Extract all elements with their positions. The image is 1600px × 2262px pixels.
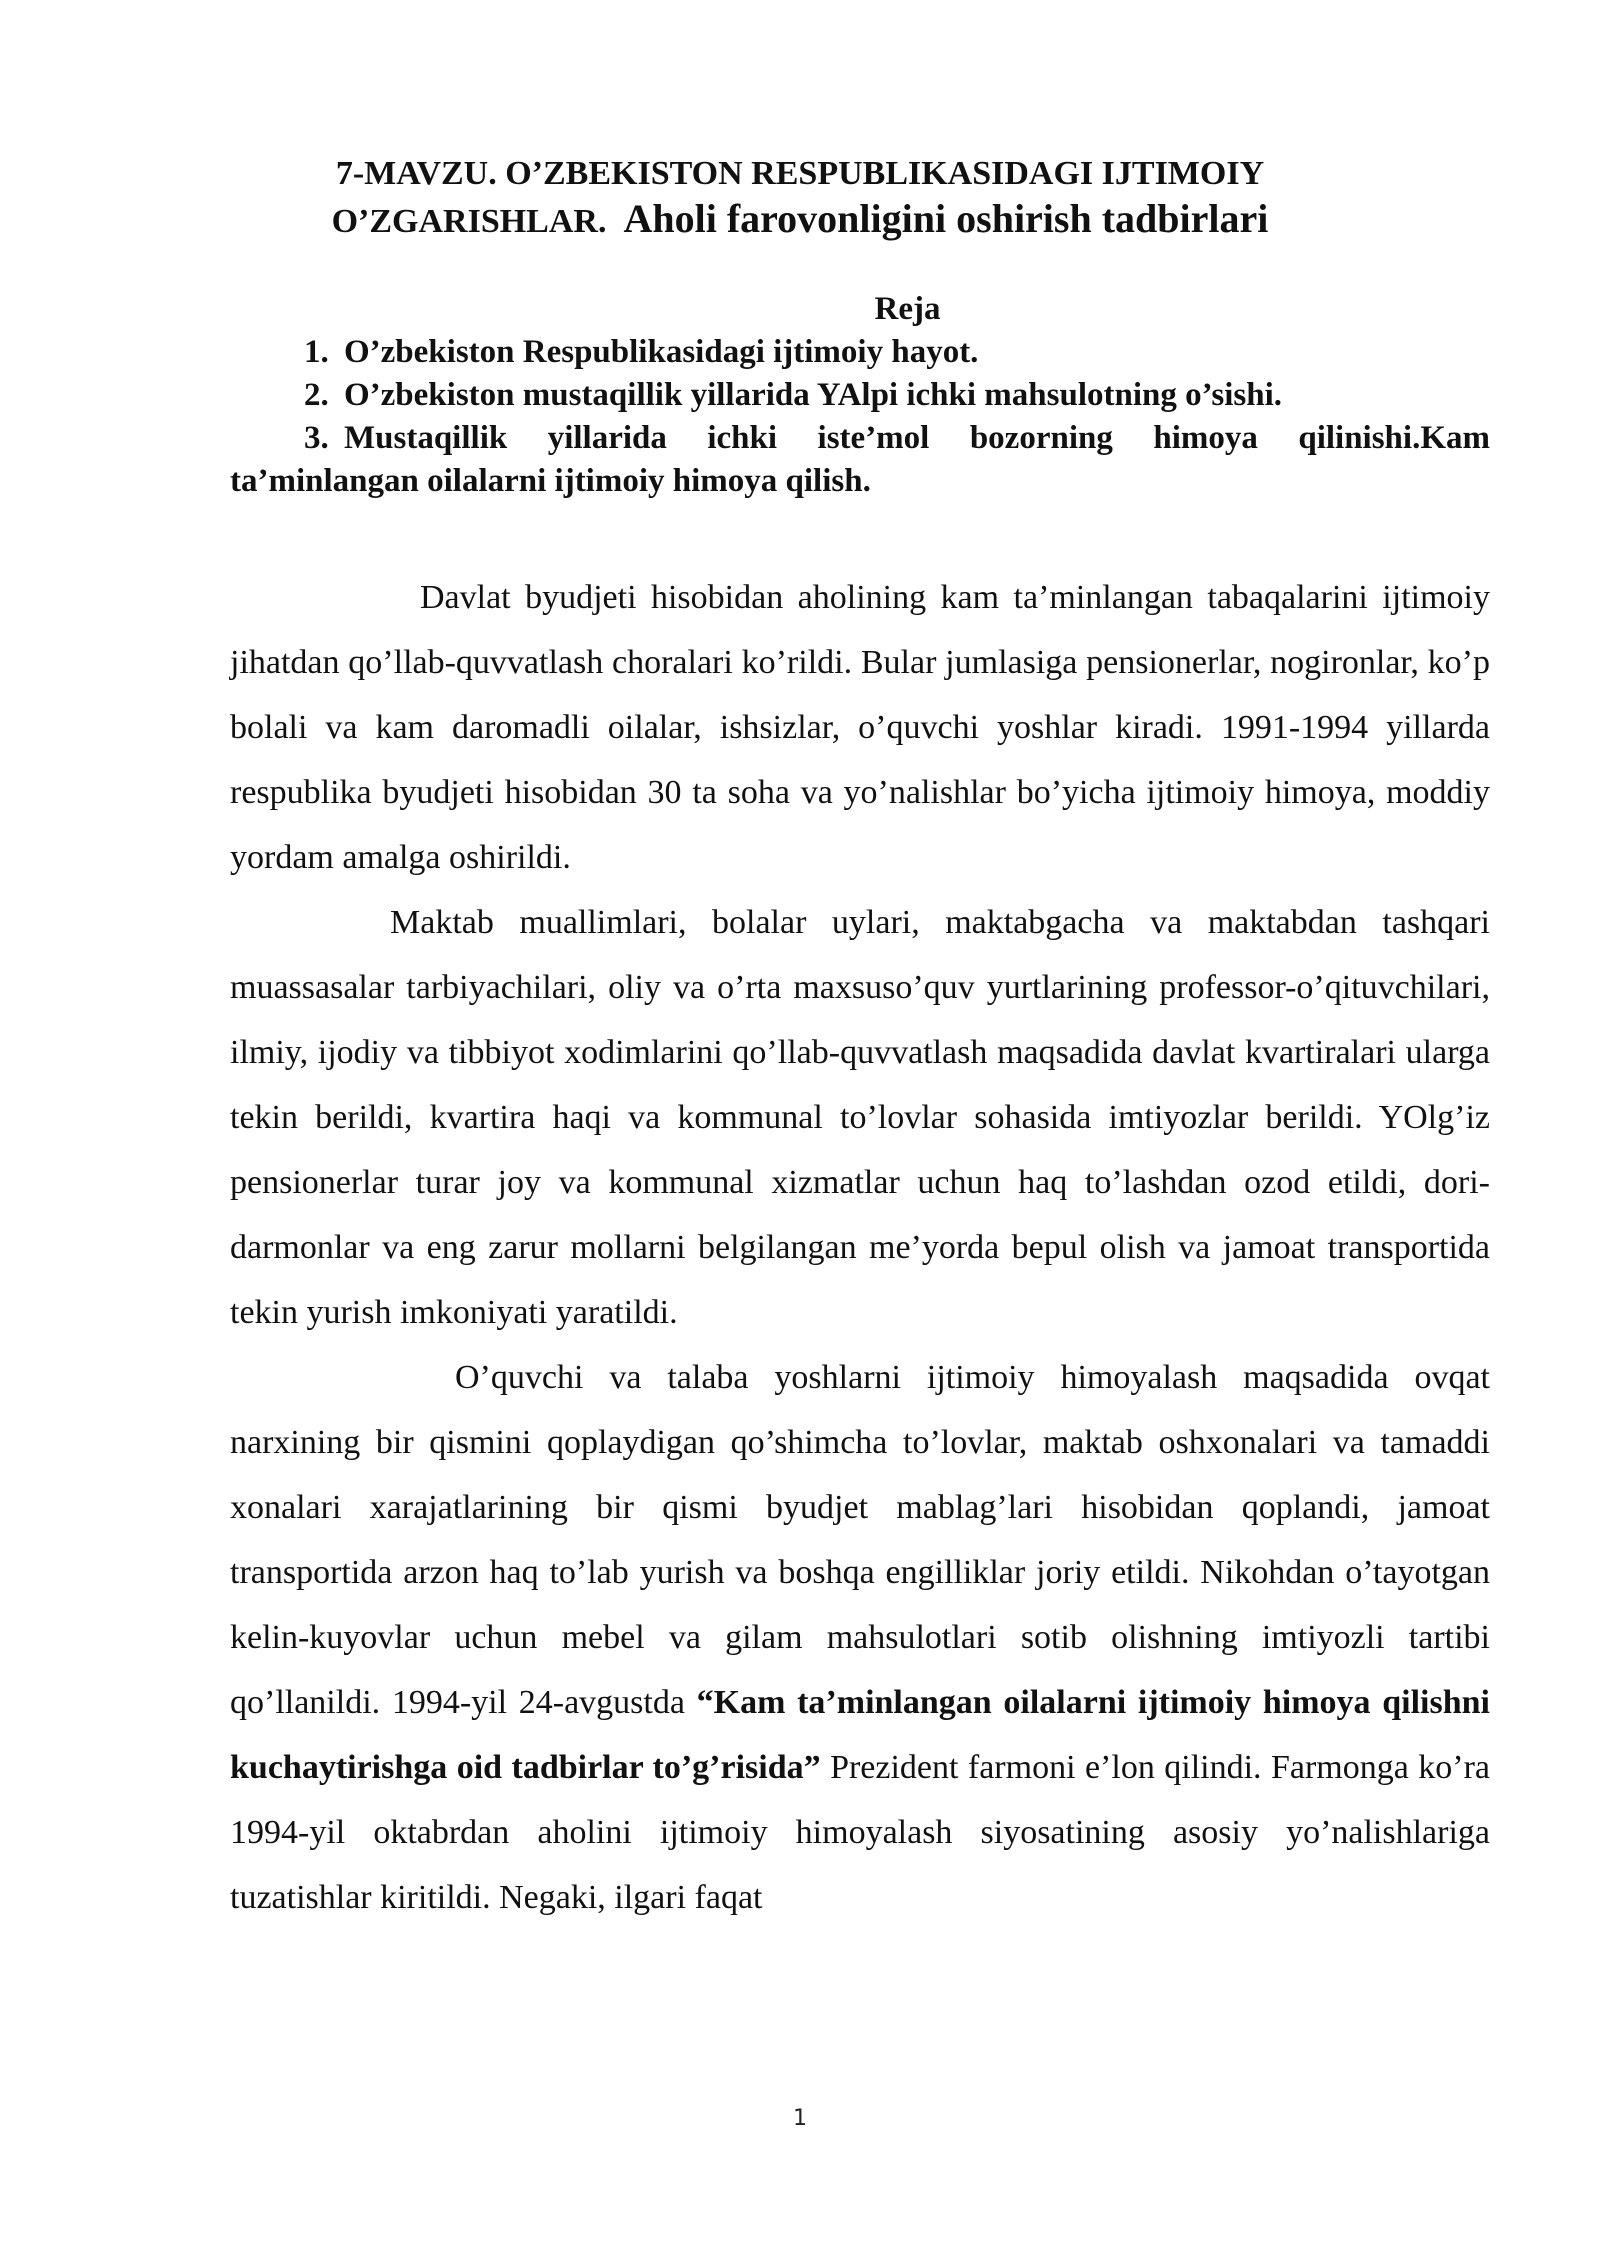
plan-item-text: O’zbekiston Respublikasidagi ijtimoiy hayot.: [344, 334, 979, 370]
decree-title-bold: “Kam ta’minlangan oilalarni ijtimoiy himoya qilishni kuchaytirishga oid tadbirlar to’g’risida”: [230, 1684, 1490, 1786]
plan-heading: Reja: [874, 291, 941, 327]
plan-item: [230, 331, 1490, 374]
document-body: [230, 565, 1490, 1930]
paragraph-3-text-end: Prezident farmoni e’lon qilindi. Farmonga ko’ra 1994-yil oktabrdan aholini ijtimoiy himoyalash siyosatining asosiy yo’nalishlariga tuzatishlar kiritildi. Negaki, ilgari faqat: [230, 1749, 1491, 1916]
plan-item: [230, 417, 1490, 503]
paragraph-3-text-start: O’quvchi va talaba yoshlarni ijtimoiy himoyalash maqsadida ovqat narxining bir qismini qoplaydigan qo’shimcha to’lovlar, maktab oshxonalari va tamaddi xonalari xarajatlarining bir qismi byudjet mablag’lari hisobidan qoplandi, jamoat transportida arzon haq to’lab yurish va boshqa engilliklar joriy etildi. Nikohdan o’tayotgan kelin-kuyovlar uchun mebel va gilam mahsulotlari sotib olishning imtiyozli tartibi qo’llanildi. 1994-yil 24-avgustda: [230, 1359, 1490, 1721]
title-line-1: 7-MAVZU. O’ZBEKISTON RESPUBLIKASIDAGI IJTIMOIY: [335, 155, 1265, 192]
plan-section: [230, 288, 1490, 503]
plan-item-text: Mustaqillik yillarida ichki iste’mol bozorning himoya qilinishi.Kam ta’minlangan oilalarni ijtimoiy himoya qilish.: [230, 420, 1490, 499]
title-line-2-caps: O’ZGARISHLAR.: [331, 203, 607, 240]
body-paragraph-1: Davlat byudjeti hisobidan aholining kam ta’minlangan tabaqalarini ijtimoiy jihatdan qo’llab-quvvatlash choralari ko’rildi. Bular jumlasiga pensionerlar, nogironlar, ko’p bolali va kam daromadli oilalar, ishsizlar, o’quvchi yoshlar kiradi. 1991-1994 yillarda respublika byudjeti hisobidan 30 ta soha va yo’nalishlar bo’yicha ijtimoiy himoya, moddiy yordam amalga oshirildi.: [230, 579, 1490, 876]
page-number: 1: [793, 2106, 807, 2131]
body-paragraph-2: Maktab muallimlari, bolalar uylari, maktabgacha va maktabdan tashqari muassasalar tarbiyachilari, oliy va o’rta maxsuso’quv yurtlarining professor-o’qituvchilari, ilmiy, ijodiy va tibbiyot xodimlarini qo’llab-quvvatlash maqsadida davlat kvartiralari ularga tekin berildi, kvartira haqi va kommunal to’lovlar sohasida imtiyozlar berildi. YOlg’iz pensionerlar turar joy va kommunal xizmatlar uchun haq to’lashdan ozod etildi, dori-darmonlar va eng zarur mollarni belgilangan me’yorda bepul olish va jamoat transportida tekin yurish imkoniyati yaratildi.: [230, 904, 1490, 1331]
plan-item-number: 3.: [304, 420, 329, 456]
title-line-2-subtitle: Aholi farovonligini oshirish tadbirlari: [623, 196, 1269, 241]
plan-item-text: O’zbekiston mustaqillik yillarida YAlpi ichki mahsulotning o’sishi.: [344, 377, 1282, 413]
body-paragraph-3: [230, 1345, 1490, 1930]
plan-item-number: 1.: [304, 334, 329, 370]
plan-item: [230, 374, 1490, 417]
document-title: [230, 152, 1370, 245]
plan-item-number: 2.: [304, 377, 329, 413]
title-line-2: [230, 196, 1370, 245]
